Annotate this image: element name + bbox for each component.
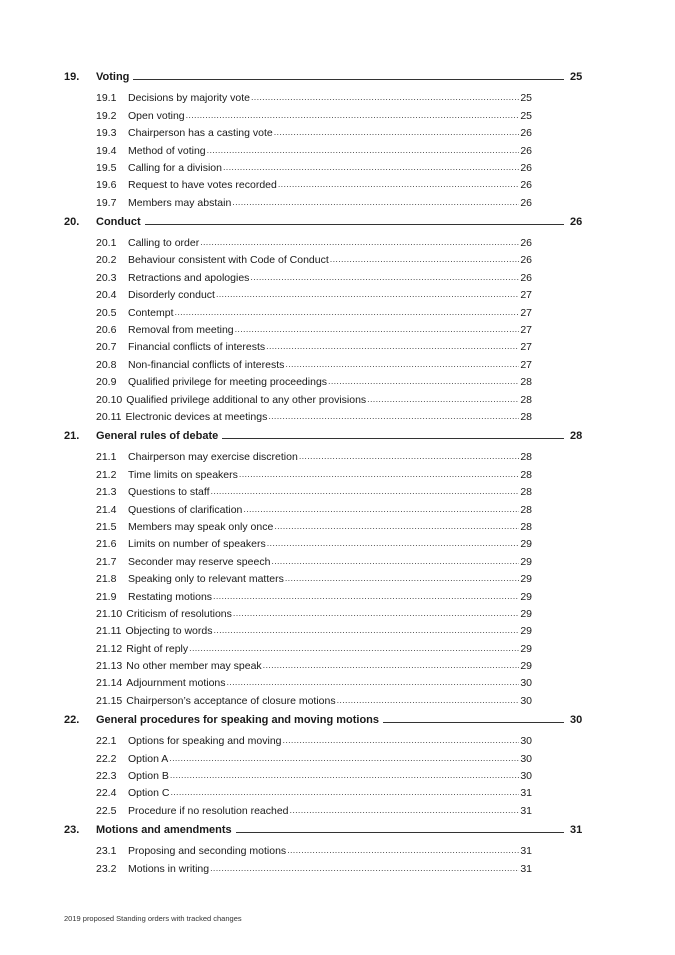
entry-page-number: 27 xyxy=(520,306,532,319)
section-number: 21. xyxy=(64,430,80,443)
dot-leader xyxy=(186,109,519,122)
entry-page-number: 26 xyxy=(520,254,532,267)
section-leader-line xyxy=(222,438,564,439)
toc-entry[interactable] xyxy=(96,516,532,533)
dot-leader xyxy=(330,253,519,266)
entry-title: Seconder may reserve speech xyxy=(128,555,271,568)
toc-section-heading[interactable] xyxy=(64,211,584,228)
toc-entry[interactable] xyxy=(96,371,532,388)
dot-leader xyxy=(266,340,519,353)
entry-title: Restating motions xyxy=(128,590,213,603)
toc-entry[interactable] xyxy=(96,336,532,353)
entry-title: Questions to staff xyxy=(128,486,210,499)
entry-page-number: 31 xyxy=(520,787,532,800)
entry-number: 22.4 xyxy=(96,787,117,800)
entry-title: Motions in writing xyxy=(128,862,210,875)
entry-title: Open voting xyxy=(128,109,185,122)
dot-leader xyxy=(189,642,519,655)
toc-entry[interactable] xyxy=(96,620,532,637)
entry-page-number: 31 xyxy=(520,804,532,817)
entry-page-number: 30 xyxy=(520,677,532,690)
entry-title: Members may abstain xyxy=(128,196,232,209)
entry-number: 21.11 xyxy=(96,625,122,638)
toc-entry[interactable] xyxy=(96,533,532,550)
dot-leader xyxy=(367,393,519,406)
entry-number: 20.1 xyxy=(96,237,117,250)
entry-page-number: 26 xyxy=(520,271,532,284)
section-title: Voting xyxy=(96,71,130,84)
section-title: Motions and amendments xyxy=(96,824,232,837)
dot-leader xyxy=(278,178,519,191)
entry-page-number: 29 xyxy=(520,573,532,586)
entry-number: 19.2 xyxy=(96,109,117,122)
entry-title: Adjournment motions xyxy=(126,677,226,690)
toc-entry[interactable] xyxy=(96,637,532,654)
entry-page-number: 26 xyxy=(520,179,532,192)
toc-entry[interactable] xyxy=(96,747,532,764)
entry-page-number: 26 xyxy=(520,144,532,157)
section-number: 19. xyxy=(64,71,80,84)
entry-page-number: 25 xyxy=(520,109,532,122)
page-footer: 2019 proposed Standing orders with tracked changes xyxy=(64,914,242,923)
dot-leader xyxy=(283,734,519,747)
dot-leader xyxy=(227,676,520,689)
toc-entry[interactable] xyxy=(96,353,532,370)
entry-page-number: 26 xyxy=(520,161,532,174)
section-page-number: 25 xyxy=(570,71,583,84)
toc-entry[interactable] xyxy=(96,799,532,816)
dot-leader xyxy=(213,590,519,603)
toc-entry[interactable] xyxy=(96,550,532,567)
entry-title: Option B xyxy=(128,770,169,782)
dot-leader xyxy=(211,485,519,498)
entry-number: 20.3 xyxy=(96,271,117,284)
entry-title: Option A xyxy=(128,752,169,765)
dot-leader xyxy=(274,126,519,139)
dot-leader xyxy=(223,161,519,174)
entry-title: Retractions and apologies xyxy=(128,271,250,284)
entry-page-number: 31 xyxy=(520,845,532,858)
entry-page-number: 28 xyxy=(520,486,532,499)
entry-page-number: 29 xyxy=(520,590,532,603)
entry-title: Chairperson has a casting vote xyxy=(128,127,273,140)
entry-number: 20.2 xyxy=(96,254,117,267)
entry-title: Speaking only to relevant matters xyxy=(128,573,284,586)
entry-number: 20.8 xyxy=(96,358,117,371)
entry-number: 21.9 xyxy=(96,590,117,603)
entry-title: Qualified privilege for meeting proceedings xyxy=(128,376,328,389)
dot-leader xyxy=(285,572,519,585)
toc-entry[interactable] xyxy=(96,266,532,283)
section-leader-line xyxy=(133,79,564,80)
toc-entry[interactable] xyxy=(96,446,532,463)
dot-leader xyxy=(170,769,519,782)
toc-entry[interactable] xyxy=(96,388,532,405)
dot-leader xyxy=(250,271,519,284)
section-leader-line xyxy=(383,722,564,723)
toc-entry[interactable] xyxy=(96,857,532,874)
toc-entry[interactable] xyxy=(96,730,532,747)
entry-title: Questions of clarification xyxy=(128,503,243,516)
section-number: 22. xyxy=(64,714,80,727)
entry-number: 19.4 xyxy=(96,144,117,157)
entry-title: Request to have votes recorded xyxy=(128,179,277,192)
entry-title: Option C xyxy=(128,787,170,800)
toc-section-heading[interactable] xyxy=(64,709,584,726)
entry-number: 19.6 xyxy=(96,179,117,192)
section-number: 20. xyxy=(64,216,80,229)
toc-entry[interactable] xyxy=(96,157,532,174)
toc-entry[interactable] xyxy=(96,191,532,208)
table-of-contents xyxy=(64,64,584,875)
entry-page-number: 30 xyxy=(520,752,532,765)
entry-number: 21.14 xyxy=(96,677,123,690)
entry-number: 21.10 xyxy=(96,607,123,620)
toc-entry[interactable] xyxy=(96,463,532,480)
entry-number: 21.4 xyxy=(96,503,117,516)
entry-title: Chairperson’s acceptance of closure motions xyxy=(126,694,336,707)
entry-title: Procedure if no resolution reached xyxy=(128,804,289,817)
dot-leader xyxy=(271,555,519,568)
toc-entry[interactable] xyxy=(96,840,532,857)
section-page-number: 31 xyxy=(570,824,583,837)
dot-leader xyxy=(287,844,519,857)
entry-page-number: 26 xyxy=(520,196,532,209)
entry-number: 20.5 xyxy=(96,306,117,319)
dot-leader xyxy=(263,659,519,672)
entry-page-number: 26 xyxy=(520,237,532,250)
entry-title: Financial conflicts of interests xyxy=(128,341,266,354)
dot-leader xyxy=(328,375,519,388)
entry-title: Proposing and seconding motions xyxy=(128,845,287,858)
section-leader-line xyxy=(236,832,564,833)
toc-entry[interactable] xyxy=(96,406,532,423)
entry-page-number: 28 xyxy=(520,411,532,423)
dot-leader xyxy=(299,450,519,463)
dot-leader xyxy=(200,236,519,249)
toc-entry[interactable] xyxy=(96,284,532,301)
dot-leader xyxy=(239,468,519,481)
dot-leader xyxy=(207,144,519,157)
entry-title: Non-financial conflicts of interests xyxy=(128,358,285,371)
dot-leader xyxy=(175,306,519,319)
toc-entry[interactable] xyxy=(96,174,532,191)
toc-entry[interactable] xyxy=(96,232,532,249)
section-leader-line xyxy=(145,224,564,225)
entry-title: Right of reply xyxy=(126,642,189,655)
entry-number: 21.2 xyxy=(96,468,117,481)
entry-page-number: 28 xyxy=(520,451,532,464)
section-page-number: 26 xyxy=(570,216,583,229)
section-title: General procedures for speaking and moving motions xyxy=(96,714,380,727)
toc-section-heading[interactable] xyxy=(64,425,584,442)
entry-page-number: 28 xyxy=(520,520,532,533)
entry-number: 19.5 xyxy=(96,161,117,174)
entry-page-number: 29 xyxy=(520,555,532,568)
entry-number: 19.7 xyxy=(96,196,117,209)
entry-page-number: 28 xyxy=(520,393,532,406)
entry-number: 20.9 xyxy=(96,376,117,389)
entry-number: 21.13 xyxy=(96,660,123,673)
entry-page-number: 28 xyxy=(520,503,532,516)
entry-title: No other member may speak xyxy=(126,660,262,673)
entry-number: 21.7 xyxy=(96,555,117,568)
dot-leader xyxy=(213,624,519,637)
entry-page-number: 29 xyxy=(520,625,532,638)
entry-page-number: 27 xyxy=(520,341,532,354)
entry-number: 20.6 xyxy=(96,324,117,337)
section-page-number: 28 xyxy=(570,430,583,443)
entry-title: Options for speaking and moving xyxy=(128,735,282,748)
entry-number: 21.15 xyxy=(96,694,123,707)
toc-entry[interactable] xyxy=(96,689,532,706)
entry-title: Behaviour consistent with Code of Conduct xyxy=(128,254,329,267)
section-page-number: 30 xyxy=(570,714,583,727)
toc-entry[interactable] xyxy=(96,498,532,515)
entry-page-number: 27 xyxy=(520,324,532,337)
dot-leader xyxy=(267,537,519,550)
toc-entry[interactable] xyxy=(96,568,532,585)
entry-page-number: 27 xyxy=(520,358,532,371)
section-number: 23. xyxy=(64,824,80,837)
toc-entry[interactable] xyxy=(96,104,532,121)
entry-page-number: 29 xyxy=(520,642,532,655)
toc-entry[interactable] xyxy=(96,782,532,799)
entry-title: Limits on number of speakers xyxy=(128,538,266,551)
entry-number: 21.8 xyxy=(96,573,117,586)
toc-entry[interactable] xyxy=(96,122,532,139)
entry-page-number: 28 xyxy=(520,468,532,481)
entry-page-number: 29 xyxy=(520,660,532,673)
entry-number: 22.1 xyxy=(96,735,117,748)
entry-number: 20.4 xyxy=(96,289,117,302)
entry-page-number: 28 xyxy=(520,376,532,389)
dot-leader xyxy=(337,694,519,707)
entry-title: Objecting to words xyxy=(125,625,213,638)
entry-page-number: 30 xyxy=(520,735,532,748)
toc-entry[interactable] xyxy=(96,319,532,336)
section-title: Conduct xyxy=(96,216,141,229)
entry-number: 19.1 xyxy=(96,92,117,105)
entry-number: 21.3 xyxy=(96,486,117,499)
entry-title: Members may speak only once xyxy=(128,520,274,533)
toc-entry[interactable] xyxy=(96,139,532,156)
entry-number: 20.11 xyxy=(96,411,122,423)
toc-entry[interactable] xyxy=(96,655,532,672)
toc-entry[interactable] xyxy=(96,87,532,104)
section-title: General rules of debate xyxy=(96,430,219,443)
entry-number: 21.6 xyxy=(96,538,117,551)
entry-title: Electronic devices at meetings xyxy=(125,411,268,423)
toc-entry[interactable] xyxy=(96,603,532,620)
entry-page-number: 27 xyxy=(520,289,532,302)
entry-title: Method of voting xyxy=(128,144,206,157)
dot-leader xyxy=(235,323,519,336)
dot-leader xyxy=(170,786,519,799)
toc-section-heading[interactable] xyxy=(64,66,584,83)
entry-number: 22.5 xyxy=(96,804,117,817)
dot-leader xyxy=(251,91,519,104)
entry-number: 23.2 xyxy=(96,862,117,875)
entry-title: Time limits on speakers xyxy=(128,468,238,481)
entry-title: Contempt xyxy=(128,306,174,319)
toc-entry[interactable] xyxy=(96,249,532,266)
toc-entry[interactable] xyxy=(96,585,532,602)
dot-leader xyxy=(290,804,519,817)
entry-page-number: 26 xyxy=(520,127,532,140)
entry-title: Calling to order xyxy=(128,237,200,250)
dot-leader xyxy=(268,410,519,423)
dot-leader xyxy=(210,862,519,875)
entry-title: Removal from meeting xyxy=(128,324,234,337)
entry-title: Calling for a division xyxy=(128,161,222,174)
toc-entry[interactable] xyxy=(96,481,532,498)
entry-page-number: 29 xyxy=(520,607,532,620)
dot-leader xyxy=(216,288,519,301)
entry-number: 22.3 xyxy=(96,770,117,782)
entry-title: Qualified privilege additional to any other provisions xyxy=(126,393,367,406)
entry-number: 20.7 xyxy=(96,341,117,354)
toc-section-heading[interactable] xyxy=(64,819,584,836)
dot-leader xyxy=(233,607,519,620)
entry-number: 22.2 xyxy=(96,752,117,765)
entry-page-number: 30 xyxy=(520,770,532,782)
entry-title: Disorderly conduct xyxy=(128,289,215,302)
entry-title: Criticism of resolutions xyxy=(126,607,232,620)
toc-entry[interactable] xyxy=(96,672,532,689)
dot-leader xyxy=(243,503,519,516)
entry-number: 21.1 xyxy=(96,451,117,464)
entry-title: Decisions by majority vote xyxy=(128,92,250,105)
dot-leader xyxy=(169,752,519,765)
dot-leader xyxy=(232,196,519,209)
toc-entry[interactable] xyxy=(96,765,532,782)
toc-entry[interactable] xyxy=(96,301,532,318)
entry-page-number: 29 xyxy=(520,538,532,551)
entry-number: 23.1 xyxy=(96,845,117,858)
entry-number: 20.10 xyxy=(96,393,123,406)
entry-number: 21.5 xyxy=(96,520,117,533)
dot-leader xyxy=(285,358,519,371)
entry-number: 19.3 xyxy=(96,127,117,140)
entry-page-number: 30 xyxy=(520,694,532,707)
entry-number: 21.12 xyxy=(96,642,123,655)
dot-leader xyxy=(274,520,519,533)
entry-page-number: 25 xyxy=(520,92,532,105)
entry-page-number: 31 xyxy=(520,862,532,875)
entry-title: Chairperson may exercise discretion xyxy=(128,451,298,464)
